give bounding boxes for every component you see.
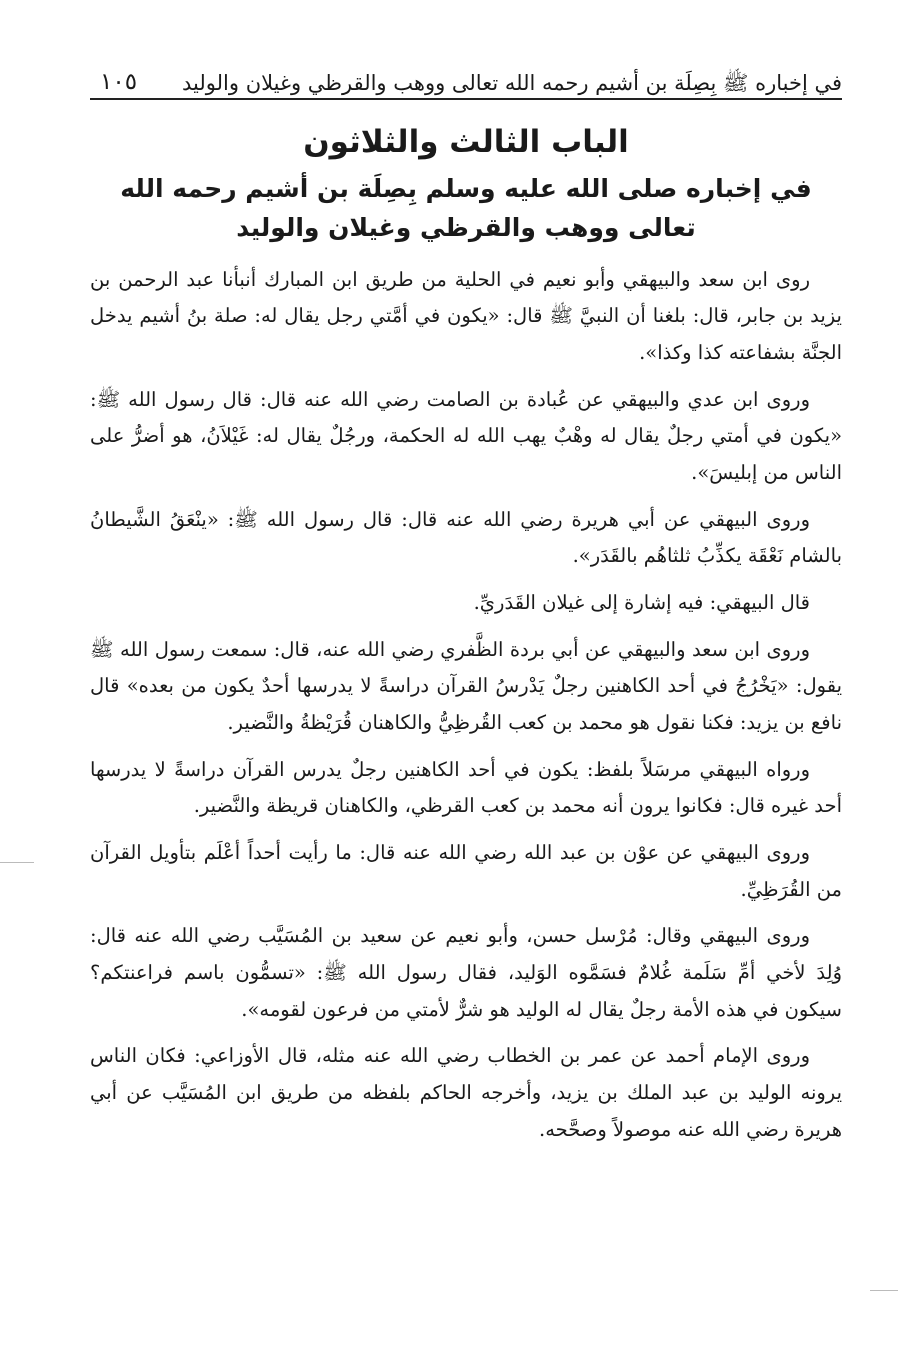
paragraph: قال البيهقي: فيه إشارة إلى غيلان القَدَريِّ.	[473, 591, 810, 615]
running-header	[90, 54, 842, 98]
paragraph: وروى الإمام أحمد عن عمر بن الخطاب رضي الله عنه مثله، قال الأوزاعي: فكان الناس يرونه الوليد بن عبد الملك بن يزيد، وأخرجه الحاكم بلفظه من طريق ابن المُسَيَّب عن أبي هريرة رضي الله عنه موصولاً وصحَّحه.	[90, 1044, 842, 1141]
chapter-subtitle: في إخباره صلى الله عليه وسلم بِصِلَة بن أشيم رحمه الله تعالى ووهب والقرظي وغيلان والوليد	[120, 174, 812, 243]
paragraph: وروى ابن عدي والبيهقي عن عُبادة بن الصامت رضي الله عنه قال: قال رسول الله ﷺ: «يكون في أمتي رجلٌ يقال له وهْبٌ يهب الله له الحكمة، ورجُلٌ يقال له: غَيْلاَنُ، هو أضرُّ على الناس من إبليسَ».	[90, 387, 842, 485]
paragraph: وروى ابن سعد والبيهقي عن أبي بردة الظَّفري رضي الله عنه، قال: سمعت رسول الله ﷺ يقول: «يَخْرُجُ في أحد الكاهنين رجلٌ يَدْرسُ القرآن دراسةً لا يدرسها أحدٌ يكون من بعده» قال نافع بن يزيد: فكنا نقول هو محمد بن كعب القُرظِيُّ والكاهنان قُرَيْظةُ والنَّضير.	[90, 637, 842, 735]
chapter-title: الباب الثالث والثلاثون	[303, 124, 629, 160]
header-divider	[90, 98, 842, 100]
paragraph: ورواه البيهقي مرسَلاً بلفظ: يكون في أحد الكاهنين رجلٌ يدرس القرآن دراسةً لا يدرسها أحد غيره قال: فكانوا يرون أنه محمد بن كعب القرظي، والكاهنان قريظة والنَّضير.	[90, 757, 842, 818]
book-page	[90, 54, 842, 1158]
scan-edge-mark	[0, 862, 34, 863]
paragraph: وروى البيهقي عن أبي هريرة رضي الله عنه قال: قال رسول الله ﷺ: «ينْعَقُ الشَّيطانُ بالشام نَعْقَة يكذِّبُ ثلثاهُم بالقَدَر».	[90, 507, 842, 568]
body-text	[90, 262, 842, 1148]
paragraph: وروى البيهقي وقال: مُرْسل حسن، وأبو نعيم عن سعيد بن المُسَيَّب رضي الله عنه قال: وُلِدَ لأخي أمِّ سَلَمة غُلامٌ فسَمَّوه الوَليد، فقال رسول الله ﷺ: «تسمُّون باسم فراعنتكم؟ سيكون في هذه الأمة رجلٌ يقال له الوليد هو شرٌّ لأمتي من فرعون لقومه».	[90, 924, 842, 1021]
paragraph: وروى البيهقي عن عوْن بن عبد الله رضي الله عنه قال: ما رأيت أحداً أعْلَم بتأويل القرآن من القُرَظِيِّ.	[90, 840, 842, 901]
running-header-title: في إخباره ﷺ بِصِلَة بن أشيم رحمه الله تعالى ووهب والقرظي وغيلان والوليد	[182, 71, 842, 95]
scan-edge-mark	[870, 1290, 898, 1291]
page-number: ١٠٥	[100, 69, 138, 95]
paragraph: روى ابن سعد والبيهقي وأبو نعيم في الحلية من طريق ابن المبارك أنبأنا عبد الرحمن بن يزيد بن جابر، قال: بلغنا أن النبيَّ ﷺ قال: «يكون في أمَّتي رجل يقال له: صلة بنُ أشيم يدخل الجنَّة بشفاعته كذا وكذا».	[90, 267, 842, 365]
